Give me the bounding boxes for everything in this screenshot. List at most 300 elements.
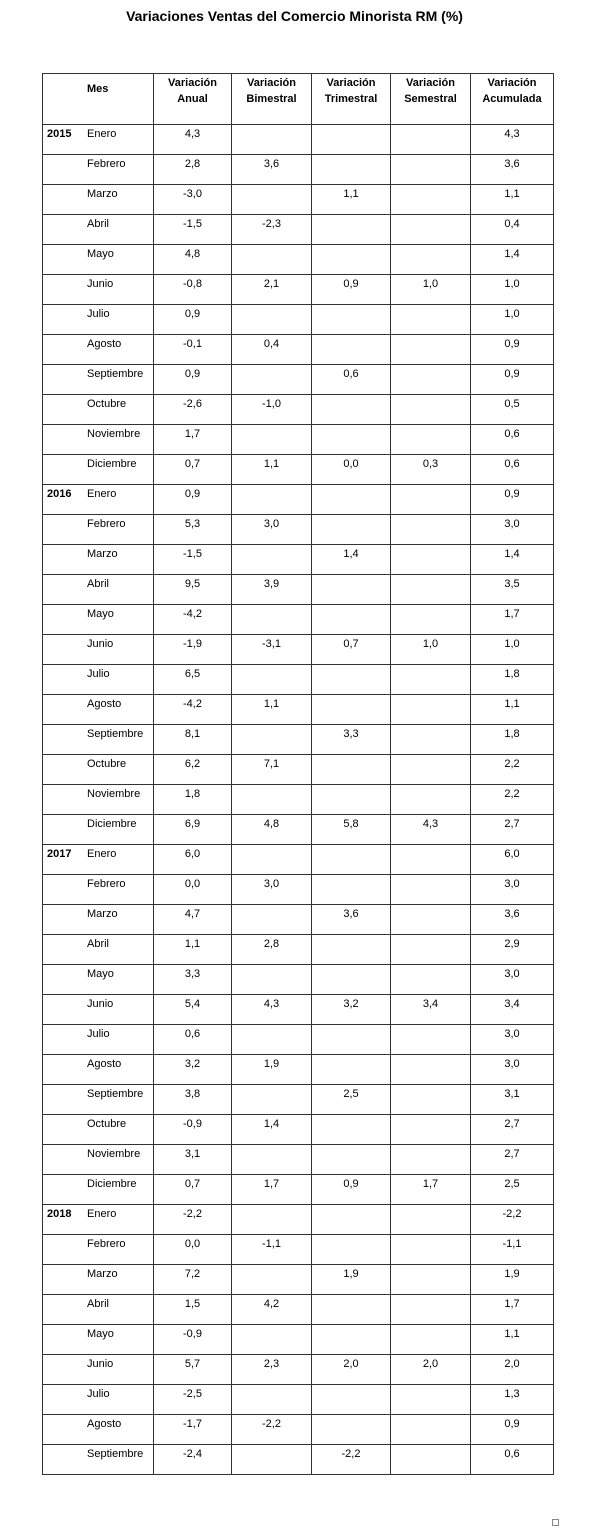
cell-semestral [391, 1205, 471, 1235]
cell-semestral [391, 1325, 471, 1355]
table-row [43, 1265, 554, 1295]
cell-anual: 0,0 [154, 875, 232, 905]
cell-acumulada: 3,0 [471, 965, 554, 995]
cell-acumulada: 3,5 [471, 575, 554, 605]
cell-bimestral: 7,1 [232, 755, 312, 785]
cell-trimestral: 0,9 [312, 275, 391, 305]
cell-acumulada: 1,4 [471, 545, 554, 575]
cell-mes [43, 905, 154, 935]
cell-mes [43, 1235, 154, 1265]
cell-acumulada: 0,9 [471, 365, 554, 395]
cell-trimestral: 3,2 [312, 995, 391, 1025]
cell-bimestral [232, 1145, 312, 1175]
cell-anual: 0,9 [154, 485, 232, 515]
cell-acumulada: 0,6 [471, 425, 554, 455]
cell-trimestral [312, 1385, 391, 1415]
cell-anual: 3,8 [154, 1085, 232, 1115]
cell-anual: 4,3 [154, 125, 232, 155]
table-row [43, 635, 554, 665]
cell-semestral [391, 575, 471, 605]
cell-semestral [391, 1025, 471, 1055]
month-label: Enero [87, 488, 117, 500]
cell-trimestral [312, 755, 391, 785]
cell-mes [43, 1055, 154, 1085]
cell-bimestral: 4,3 [232, 995, 312, 1025]
cell-trimestral [312, 335, 391, 365]
cell-semestral: 2,0 [391, 1355, 471, 1385]
year-label: 2017 [47, 848, 72, 860]
cell-trimestral [312, 965, 391, 995]
cell-mes [43, 425, 154, 455]
cell-bimestral [232, 725, 312, 755]
table-row [43, 725, 554, 755]
year-label: 2018 [47, 1208, 72, 1220]
cell-bimestral [232, 965, 312, 995]
table-row [43, 575, 554, 605]
cell-mes [43, 515, 154, 545]
cell-bimestral: 2,1 [232, 275, 312, 305]
table-row [43, 1175, 554, 1205]
cell-trimestral: 2,0 [312, 1355, 391, 1385]
month-label: Diciembre [87, 1178, 137, 1190]
month-label: Septiembre [87, 1448, 144, 1460]
cell-acumulada: 2,2 [471, 755, 554, 785]
cell-mes [43, 785, 154, 815]
cell-trimestral [312, 1145, 391, 1175]
cell-semestral: 1,0 [391, 275, 471, 305]
cell-bimestral: 1,1 [232, 455, 312, 485]
cell-bimestral: 3,0 [232, 875, 312, 905]
cell-mes [43, 755, 154, 785]
month-label: Octubre [87, 1118, 127, 1130]
cell-anual: 4,8 [154, 245, 232, 275]
cell-mes [43, 395, 154, 425]
cell-bimestral [232, 845, 312, 875]
cell-semestral [391, 665, 471, 695]
month-label: Enero [87, 848, 117, 860]
month-label: Marzo [87, 548, 118, 560]
cell-semestral [391, 785, 471, 815]
header-semestral: Variación Semestral [391, 74, 471, 125]
cell-mes [43, 305, 154, 335]
table-header-row [43, 74, 554, 125]
cell-acumulada: -2,2 [471, 1205, 554, 1235]
cell-anual: 9,5 [154, 575, 232, 605]
cell-trimestral [312, 1025, 391, 1055]
month-label: Abril [87, 218, 110, 230]
cell-semestral [391, 1055, 471, 1085]
cell-trimestral [312, 935, 391, 965]
cell-acumulada: 0,5 [471, 395, 554, 425]
cell-mes [43, 635, 154, 665]
month-label: Febrero [87, 518, 126, 530]
cell-semestral: 4,3 [391, 815, 471, 845]
cell-semestral [391, 1085, 471, 1115]
cell-bimestral: 0,4 [232, 335, 312, 365]
table-body [43, 125, 554, 1475]
month-label: Junio [87, 638, 114, 650]
cell-anual: 0,9 [154, 305, 232, 335]
cell-semestral [391, 125, 471, 155]
cell-semestral [391, 605, 471, 635]
cell-mes [43, 1025, 154, 1055]
table-row [43, 515, 554, 545]
month-label: Agosto [87, 338, 122, 350]
cell-trimestral [312, 875, 391, 905]
cell-acumulada: 2,0 [471, 1355, 554, 1385]
cell-mes [43, 995, 154, 1025]
table-row [43, 485, 554, 515]
cell-trimestral: -2,2 [312, 1445, 391, 1475]
cell-semestral [391, 515, 471, 545]
cell-anual: 5,7 [154, 1355, 232, 1385]
cell-acumulada: 2,7 [471, 815, 554, 845]
cell-acumulada: 1,1 [471, 1325, 554, 1355]
cell-anual: 5,4 [154, 995, 232, 1025]
table-row [43, 395, 554, 425]
table-row [43, 1325, 554, 1355]
month-label: Mayo [87, 248, 114, 260]
cell-semestral [391, 155, 471, 185]
cell-mes [43, 815, 154, 845]
cell-acumulada: 0,9 [471, 1415, 554, 1445]
sales-variation-table [42, 73, 554, 1475]
cell-mes [43, 245, 154, 275]
cell-acumulada: 2,5 [471, 1175, 554, 1205]
cell-bimestral [232, 605, 312, 635]
header-bimestral: Variación Bimestral [232, 74, 312, 125]
cell-semestral [391, 185, 471, 215]
cell-bimestral [232, 365, 312, 395]
cell-anual: 3,1 [154, 1145, 232, 1175]
cell-bimestral [232, 305, 312, 335]
cell-mes [43, 155, 154, 185]
cell-acumulada: 1,0 [471, 635, 554, 665]
table-row [43, 1115, 554, 1145]
table-row [43, 605, 554, 635]
cell-acumulada: 4,3 [471, 125, 554, 155]
cell-anual: 0,0 [154, 1235, 232, 1265]
cell-acumulada: 0,4 [471, 215, 554, 245]
resize-handle [552, 1519, 559, 1526]
month-label: Enero [87, 128, 117, 140]
month-label: Septiembre [87, 368, 144, 380]
table-row [43, 1145, 554, 1175]
cell-bimestral: 4,8 [232, 815, 312, 845]
cell-anual: -4,2 [154, 605, 232, 635]
cell-bimestral [232, 245, 312, 275]
cell-trimestral [312, 665, 391, 695]
page-title: Variaciones Ventas del Comercio Minorista RM (%) [126, 8, 463, 24]
cell-mes [43, 965, 154, 995]
cell-trimestral [312, 605, 391, 635]
table-row [43, 185, 554, 215]
cell-acumulada: 2,9 [471, 935, 554, 965]
month-label: Diciembre [87, 458, 137, 470]
cell-mes [43, 875, 154, 905]
cell-trimestral [312, 515, 391, 545]
cell-anual: 0,6 [154, 1025, 232, 1055]
cell-anual: 0,7 [154, 1175, 232, 1205]
table-row [43, 965, 554, 995]
cell-bimestral [232, 1025, 312, 1055]
cell-trimestral [312, 1235, 391, 1265]
cell-bimestral: 3,0 [232, 515, 312, 545]
table-row [43, 815, 554, 845]
cell-acumulada: 1,8 [471, 665, 554, 695]
header-mes: Mes [43, 74, 154, 125]
cell-mes [43, 605, 154, 635]
cell-acumulada: 0,6 [471, 1445, 554, 1475]
month-label: Julio [87, 308, 110, 320]
month-label: Octubre [87, 758, 127, 770]
cell-trimestral: 2,5 [312, 1085, 391, 1115]
cell-anual: -2,2 [154, 1205, 232, 1235]
cell-trimestral [312, 245, 391, 275]
cell-acumulada: 1,7 [471, 1295, 554, 1325]
cell-acumulada: 1,7 [471, 605, 554, 635]
cell-mes [43, 1385, 154, 1415]
table-row [43, 215, 554, 245]
cell-anual: 3,2 [154, 1055, 232, 1085]
cell-anual: -0,9 [154, 1325, 232, 1355]
month-label: Noviembre [87, 428, 141, 440]
table-row [43, 1235, 554, 1265]
cell-bimestral: 4,2 [232, 1295, 312, 1325]
cell-trimestral [312, 155, 391, 185]
cell-semestral [391, 485, 471, 515]
cell-trimestral: 0,0 [312, 455, 391, 485]
table-row [43, 1295, 554, 1325]
cell-bimestral [232, 425, 312, 455]
table-row [43, 665, 554, 695]
month-label: Enero [87, 1208, 117, 1220]
cell-semestral [391, 905, 471, 935]
table-row [43, 425, 554, 455]
table-row [43, 875, 554, 905]
month-label: Abril [87, 1298, 110, 1310]
cell-bimestral: -1,0 [232, 395, 312, 425]
cell-semestral [391, 1235, 471, 1265]
month-label: Octubre [87, 398, 127, 410]
cell-trimestral [312, 125, 391, 155]
cell-semestral: 1,0 [391, 635, 471, 665]
table-row [43, 1205, 554, 1235]
cell-mes [43, 335, 154, 365]
cell-anual: 6,9 [154, 815, 232, 845]
cell-bimestral [232, 785, 312, 815]
cell-semestral [391, 305, 471, 335]
cell-semestral [391, 725, 471, 755]
cell-anual: 0,7 [154, 455, 232, 485]
cell-anual: 6,0 [154, 845, 232, 875]
cell-anual: -0,9 [154, 1115, 232, 1145]
table-row [43, 755, 554, 785]
table-row [43, 785, 554, 815]
cell-acumulada: 0,9 [471, 485, 554, 515]
cell-bimestral [232, 1085, 312, 1115]
cell-trimestral: 3,3 [312, 725, 391, 755]
cell-trimestral [312, 575, 391, 605]
cell-semestral [391, 425, 471, 455]
cell-bimestral [232, 1205, 312, 1235]
table-row [43, 1355, 554, 1385]
cell-semestral [391, 395, 471, 425]
cell-bimestral: 1,4 [232, 1115, 312, 1145]
cell-bimestral [232, 1325, 312, 1355]
header-acumulada: Variación Acumulada [471, 74, 554, 125]
month-label: Septiembre [87, 728, 144, 740]
cell-bimestral [232, 1445, 312, 1475]
cell-mes [43, 1265, 154, 1295]
cell-mes [43, 1295, 154, 1325]
cell-acumulada: 2,7 [471, 1145, 554, 1175]
cell-anual: 0,9 [154, 365, 232, 395]
cell-semestral [391, 215, 471, 245]
cell-anual: 1,8 [154, 785, 232, 815]
cell-anual: -1,5 [154, 215, 232, 245]
cell-bimestral: 2,8 [232, 935, 312, 965]
cell-mes [43, 1445, 154, 1475]
month-label: Marzo [87, 188, 118, 200]
cell-semestral [391, 335, 471, 365]
cell-trimestral [312, 785, 391, 815]
cell-bimestral: 2,3 [232, 1355, 312, 1385]
cell-semestral [391, 1145, 471, 1175]
cell-anual: 4,7 [154, 905, 232, 935]
cell-mes [43, 485, 154, 515]
cell-anual: -1,9 [154, 635, 232, 665]
table-row [43, 1385, 554, 1415]
month-label: Julio [87, 668, 110, 680]
cell-semestral [391, 545, 471, 575]
month-label: Febrero [87, 158, 126, 170]
cell-anual: 2,8 [154, 155, 232, 185]
cell-acumulada: 3,6 [471, 905, 554, 935]
cell-trimestral [312, 1415, 391, 1445]
month-label: Abril [87, 938, 110, 950]
table-row [43, 545, 554, 575]
table-row [43, 335, 554, 365]
cell-mes [43, 215, 154, 245]
table-row [43, 1085, 554, 1115]
cell-semestral: 1,7 [391, 1175, 471, 1205]
cell-acumulada: 3,0 [471, 1055, 554, 1085]
cell-bimestral [232, 545, 312, 575]
cell-anual: -1,5 [154, 545, 232, 575]
cell-acumulada: 3,1 [471, 1085, 554, 1115]
cell-mes [43, 1175, 154, 1205]
cell-anual: -1,7 [154, 1415, 232, 1445]
table-row [43, 935, 554, 965]
table-row [43, 275, 554, 305]
month-label: Febrero [87, 878, 126, 890]
cell-semestral: 3,4 [391, 995, 471, 1025]
table-row [43, 905, 554, 935]
cell-semestral [391, 755, 471, 785]
cell-mes [43, 1205, 154, 1235]
cell-trimestral [312, 1055, 391, 1085]
cell-anual: 1,1 [154, 935, 232, 965]
cell-mes [43, 665, 154, 695]
table-row [43, 125, 554, 155]
cell-trimestral [312, 485, 391, 515]
cell-acumulada: 0,9 [471, 335, 554, 365]
cell-acumulada: 3,0 [471, 515, 554, 545]
cell-anual: 8,1 [154, 725, 232, 755]
cell-acumulada: -1,1 [471, 1235, 554, 1265]
table-row [43, 1055, 554, 1085]
table-row [43, 995, 554, 1025]
cell-anual: -2,4 [154, 1445, 232, 1475]
month-label: Agosto [87, 698, 122, 710]
cell-semestral [391, 245, 471, 275]
cell-semestral [391, 1295, 471, 1325]
cell-bimestral: 1,9 [232, 1055, 312, 1085]
cell-bimestral [232, 1265, 312, 1295]
month-label: Febrero [87, 1238, 126, 1250]
cell-mes [43, 1325, 154, 1355]
cell-bimestral [232, 125, 312, 155]
cell-acumulada: 3,0 [471, 875, 554, 905]
cell-mes [43, 845, 154, 875]
table-row [43, 1025, 554, 1055]
month-label: Mayo [87, 1328, 114, 1340]
cell-anual: -2,5 [154, 1385, 232, 1415]
cell-acumulada: 2,7 [471, 1115, 554, 1145]
header-anual: Variación Anual [154, 74, 232, 125]
cell-bimestral: -2,3 [232, 215, 312, 245]
cell-trimestral: 5,8 [312, 815, 391, 845]
cell-mes [43, 365, 154, 395]
cell-bimestral [232, 485, 312, 515]
month-label: Mayo [87, 608, 114, 620]
cell-trimestral [312, 1205, 391, 1235]
cell-semestral [391, 1115, 471, 1145]
cell-semestral [391, 965, 471, 995]
cell-anual: -4,2 [154, 695, 232, 725]
cell-anual: 3,3 [154, 965, 232, 995]
cell-semestral [391, 1445, 471, 1475]
cell-mes [43, 185, 154, 215]
month-label: Noviembre [87, 1148, 141, 1160]
year-label: 2016 [47, 488, 72, 500]
cell-acumulada: 0,6 [471, 455, 554, 485]
cell-bimestral [232, 1385, 312, 1415]
cell-trimestral [312, 1115, 391, 1145]
cell-trimestral [312, 695, 391, 725]
cell-bimestral: 3,6 [232, 155, 312, 185]
cell-mes [43, 275, 154, 305]
table-row [43, 455, 554, 485]
cell-trimestral: 0,7 [312, 635, 391, 665]
cell-semestral: 0,3 [391, 455, 471, 485]
cell-acumulada: 1,1 [471, 695, 554, 725]
month-label: Diciembre [87, 818, 137, 830]
month-label: Agosto [87, 1418, 122, 1430]
month-label: Marzo [87, 908, 118, 920]
cell-mes [43, 1355, 154, 1385]
table-row [43, 1415, 554, 1445]
month-label: Junio [87, 998, 114, 1010]
month-label: Noviembre [87, 788, 141, 800]
cell-acumulada: 3,0 [471, 1025, 554, 1055]
cell-acumulada: 3,4 [471, 995, 554, 1025]
month-label: Agosto [87, 1058, 122, 1070]
cell-mes [43, 1415, 154, 1445]
cell-semestral [391, 365, 471, 395]
cell-anual: -3,0 [154, 185, 232, 215]
